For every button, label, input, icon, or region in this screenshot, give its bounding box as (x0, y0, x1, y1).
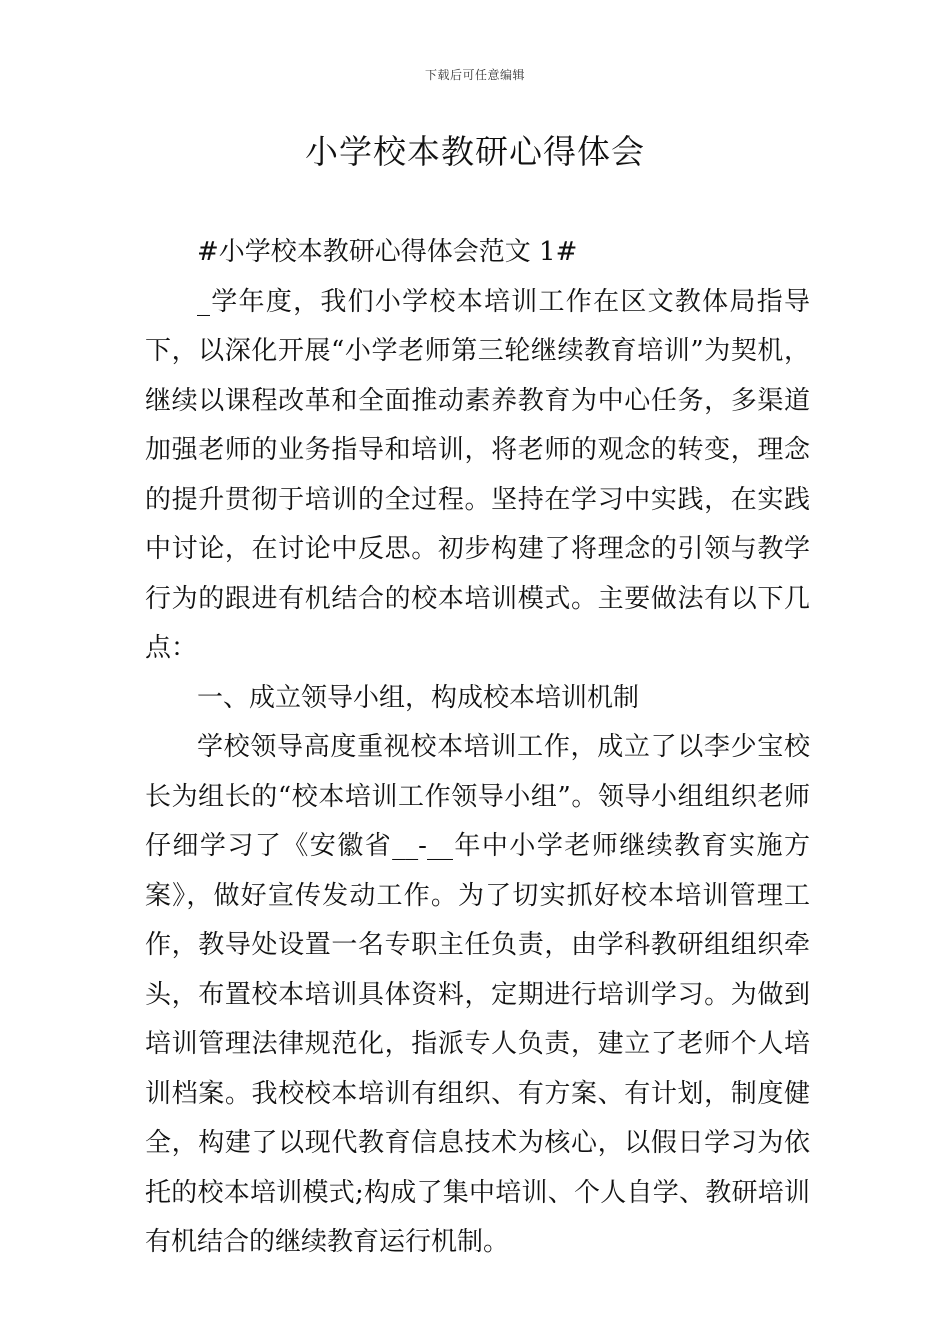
paragraph-section-heading: 一、成立领导小组，构成校本培训机制 (197, 682, 640, 713)
paragraph-intro: _学年度，我们小学校本培训工作在区文教体局指导下，以深化开展“小学老师第三轮继续教育培训”为契机，继续以课程改革和全面推动素养教育为中心任务，多渠道加强老师的业务指导和培训，将老师的观念的转变，理念的提升贯彻于培训的全过程。坚持在学习中实践，在实践中讨论，在讨论中反思。初步构建了将理念的引领与教学行为的跟进有机结合的校本培训模式。主要做法有以下几点： (145, 286, 810, 663)
paragraph-heading-1: #小学校本教研心得体会范文 1# (197, 237, 578, 267)
header-note: 下载后可任意编辑 (424, 68, 525, 82)
document-title: 小学校本教研心得体会 (305, 132, 645, 171)
document-body (145, 228, 810, 1268)
paragraph-section-body: 学校领导高度重视校本培训工作，成立了以李少宝校长为组长的“校本培训工作领导小组”。领导小组组织老师仔细学习了《安徽省__-__年中小学老师继续教育实施方案》，做好宣传发动工作。为了切实抓好校本培训管理工作，教导处设置一名专职主任负责，由学科教研组组织牵头，布置校本培训具体资料，定期进行培训学习。为做到培训管理法律规范化，指派专人负责，建立了老师个人培训档案。我校校本培训有组织、有方案、有计划，制度健全，构建了以现代教育信息技术为核心，以假日学习为依托的校本培训模式;构成了集中培训、个人自学、教研培训有机结合的继续教育运行机制。 (145, 732, 810, 1257)
